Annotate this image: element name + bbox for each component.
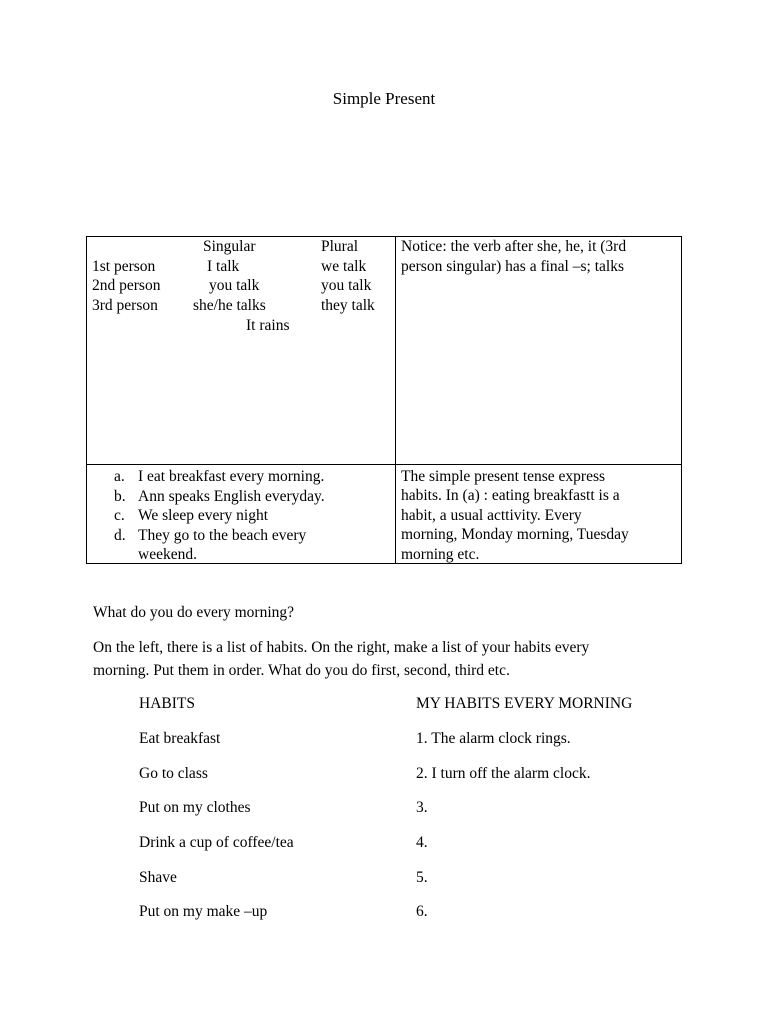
person-label: 2nd person xyxy=(92,277,161,294)
table-column-divider xyxy=(395,236,396,564)
my-habit-item: 2. I turn off the alarm clock. xyxy=(416,765,591,782)
list-item xyxy=(86,467,325,487)
habit-item: Put on my clothes xyxy=(139,799,251,816)
table-row-divider xyxy=(86,464,682,465)
example-text: Ann speaks English everyday. xyxy=(138,487,325,505)
plural-form: they talk xyxy=(321,297,375,314)
list-marker: b. xyxy=(114,487,126,505)
example-text: We sleep every night xyxy=(138,507,269,524)
singular-form: I talk xyxy=(207,258,240,275)
instructions-line: morning. Put them in order. What do you do first, second, third etc. xyxy=(93,662,510,679)
habit-item: Shave xyxy=(139,869,177,886)
examples-list xyxy=(86,467,325,565)
impersonal-example: It rains xyxy=(246,317,290,334)
list-marker: d. xyxy=(114,526,126,544)
list-marker: c. xyxy=(114,507,125,524)
explanation-line: morning etc. xyxy=(401,546,480,563)
page-title: Simple Present xyxy=(332,89,436,108)
person-label: 1st person xyxy=(92,258,156,275)
header-singular: Singular xyxy=(203,238,256,255)
my-habit-item: 1. The alarm clock rings. xyxy=(416,730,571,747)
list-marker: a. xyxy=(114,468,125,485)
question: What do you do every morning? xyxy=(93,604,295,621)
singular-form: she/he talks xyxy=(193,297,266,314)
singular-form: you talk xyxy=(209,277,260,294)
explanation-line: habits. In (a) : eating breakfastt is a xyxy=(401,487,620,504)
explanation-line: habit, a usual acttivity. Every xyxy=(401,507,582,524)
habit-item: Eat breakfast xyxy=(139,730,221,747)
list-item xyxy=(86,526,325,546)
list-item xyxy=(86,487,325,507)
my-habit-item: 4. xyxy=(416,834,428,851)
notice-line: Notice: the verb after she, he, it (3rd xyxy=(401,238,627,255)
habit-item: Go to class xyxy=(139,765,208,782)
list-item xyxy=(86,506,325,526)
habit-item: Put on my make –up xyxy=(139,903,268,920)
my-habits-header: MY HABITS EVERY MORNING xyxy=(416,695,633,712)
person-label: 3rd person xyxy=(92,297,158,314)
plural-form: we talk xyxy=(321,258,367,275)
habits-header: HABITS xyxy=(139,695,195,712)
explanation-line: The simple present tense express xyxy=(401,468,606,485)
explanation-line: morning, Monday morning, Tuesday xyxy=(401,526,629,543)
header-plural: Plural xyxy=(321,238,359,255)
example-text: weekend. xyxy=(138,546,197,563)
instructions-line: On the left, there is a list of habits. On the right, make a list of your habits every xyxy=(93,639,590,656)
plural-form: you talk xyxy=(321,277,372,294)
example-text: They go to the beach every xyxy=(138,526,307,544)
table-border-right xyxy=(681,236,682,564)
example-text: I eat breakfast every morning. xyxy=(138,468,325,485)
my-habit-item: 6. xyxy=(416,903,428,920)
my-habit-item: 3. xyxy=(416,799,428,816)
my-habit-item: 5. xyxy=(416,869,428,886)
habit-item: Drink a cup of coffee/tea xyxy=(139,834,294,851)
list-item-continuation xyxy=(86,545,325,565)
notice-line: person singular) has a final –s; talks xyxy=(401,258,624,275)
